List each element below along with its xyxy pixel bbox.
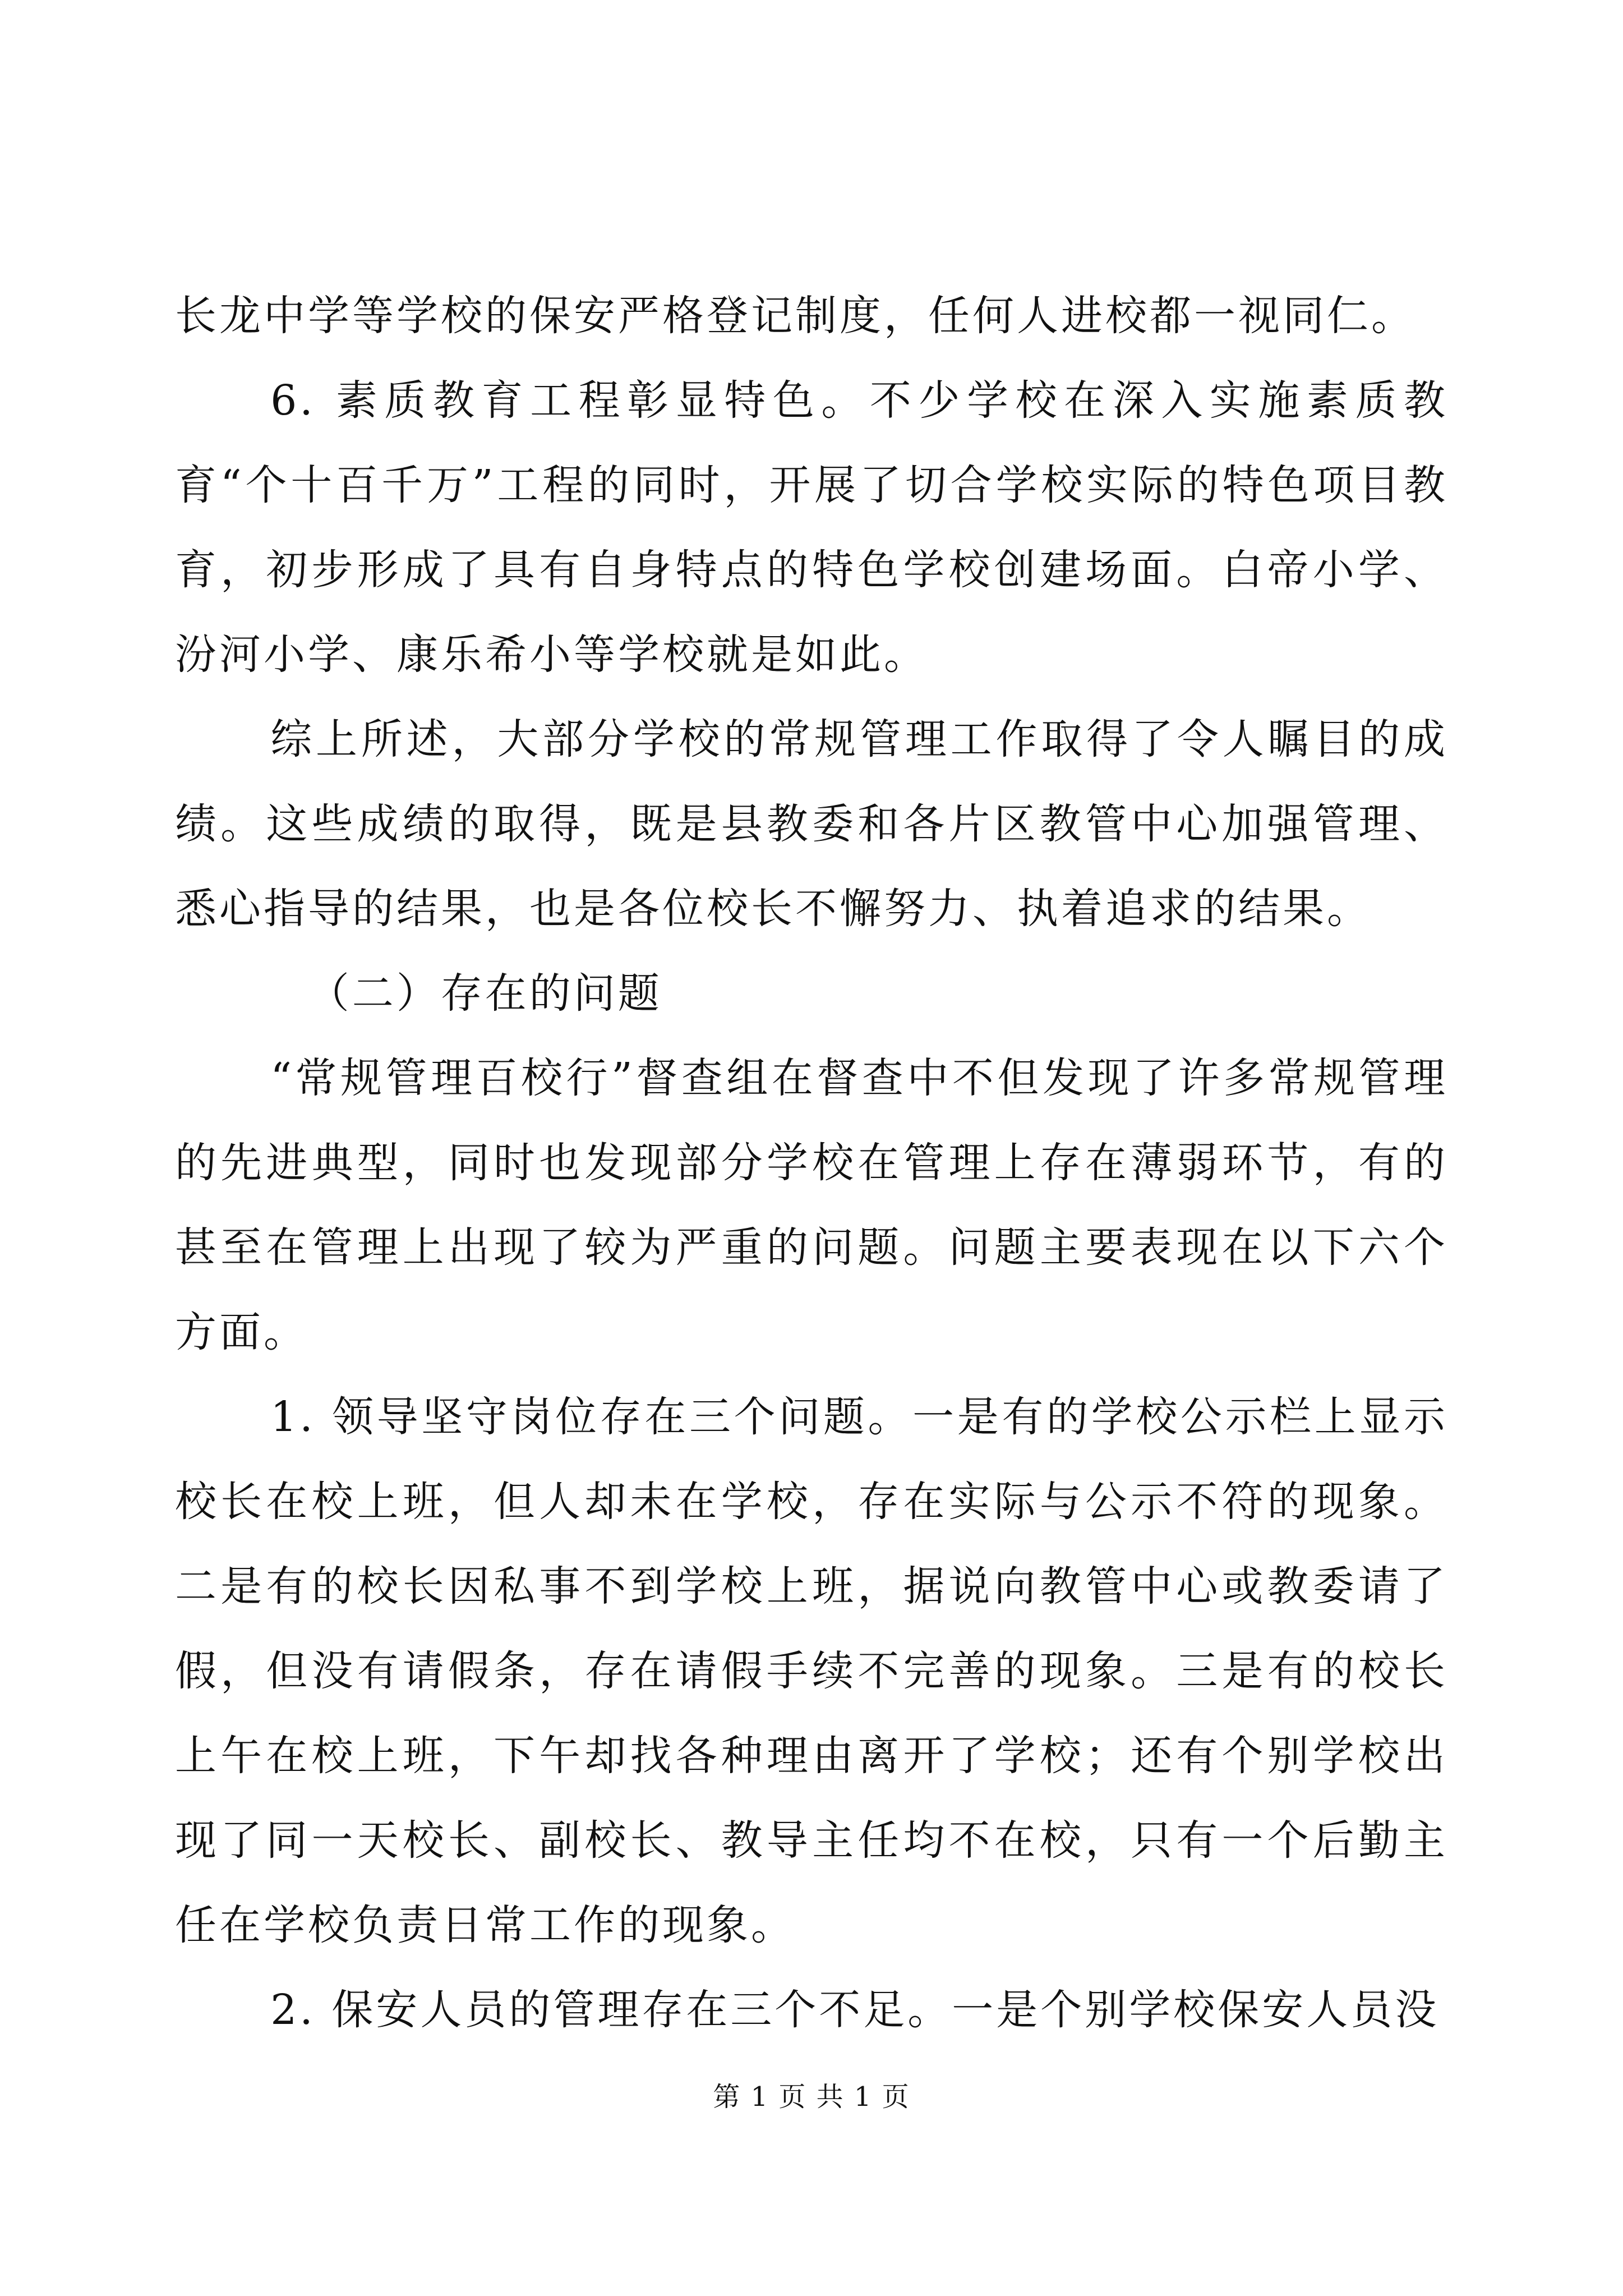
paragraph-item-6: 6. 素质教育工程彰显特色。不少学校在深入实施素质教育“个十百千万”工程的同时，开展了切合学校实际的特色项目教育，初步形成了具有自身特点的特色学校创建场面。白帝小学、汾河小学、康乐希小等学校就是如此。 (175, 376, 1448, 679)
document-body (175, 274, 1448, 2053)
paragraph-problem-1: 1. 领导坚守岗位存在三个问题。一是有的学校公示栏上显示校长在校上班，但人却未在学校，存在实际与公示不符的现象。二是有的校长因私事不到学校上班，据说向教管中心或教委请了假，但没有请假条，存在请假手续不完善的现象。三是有的校长上午在校上班，下午却找各种理由离开了学校；还有个别学校出现了同一天校长、副校长、教导主任均不在校，只有一个后勤主任在学校负责日常工作的现象。 (175, 1393, 1448, 1949)
section-heading: （二）存在的问题 (307, 969, 662, 1018)
paragraph-problem-2: 2. 保安人员的管理存在三个不足。一是个别学校保安人员没 (270, 1986, 1440, 2034)
paragraph-continuation: 长龙中学等学校的保安严格登记制度，任何人进校都一视同仁。 (175, 292, 1415, 340)
paragraph-problems-intro: “常规管理百校行”督查组在督查中不但发现了许多常规管理的先进典型，同时也发现部分学校在管理上存在薄弱环节，有的甚至在管理上出现了较为严重的问题。问题主要表现在以下六个方面。 (175, 1054, 1448, 1356)
page-number-footer: 第 1 页 共 1 页 (713, 2081, 910, 2113)
paragraph-summary: 综上所述，大部分学校的常规管理工作取得了令人瞩目的成绩。这些成绩的取得，既是县教委和各片区教管中心加强管理、悉心指导的结果，也是各位校长不懈努力、执着追求的结果。 (175, 715, 1448, 933)
